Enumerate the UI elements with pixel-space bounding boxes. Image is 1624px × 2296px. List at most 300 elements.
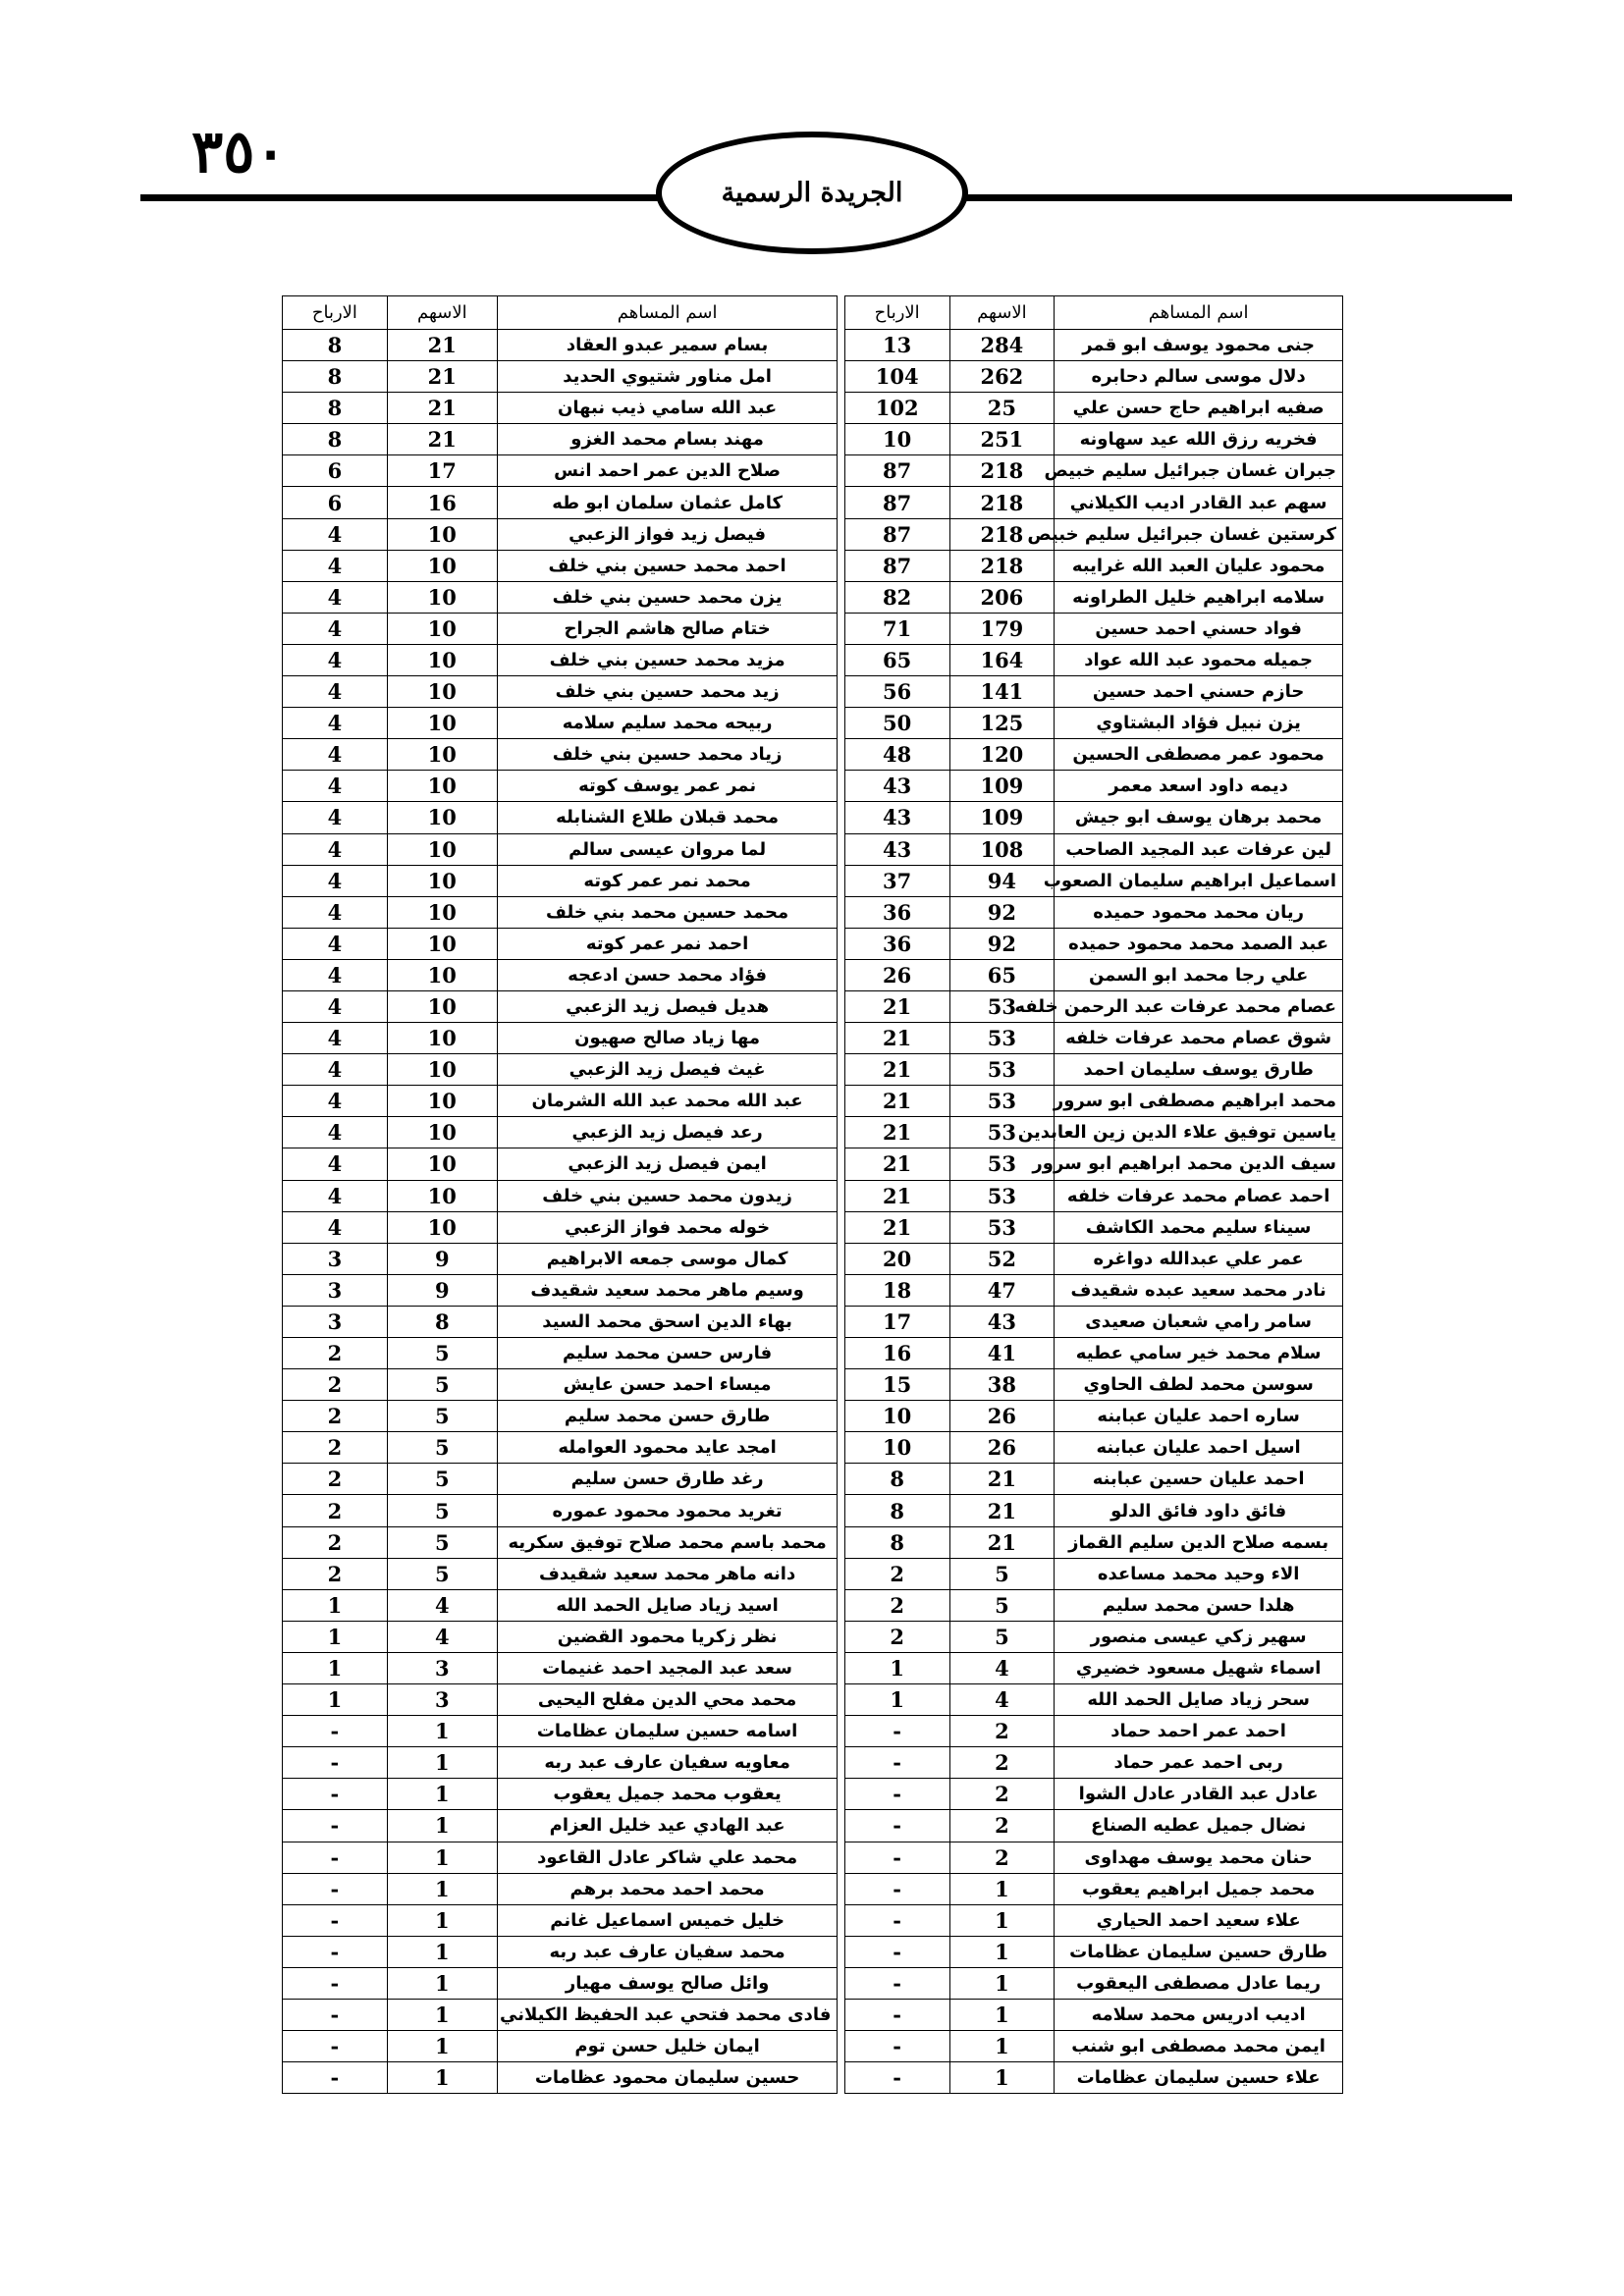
cell-name: فائق داود فائق الدلو xyxy=(1055,1495,1343,1526)
cell-name: سيف الدين محمد ابراهيم ابو سرور xyxy=(1055,1148,1343,1180)
cell-shares: 1 xyxy=(949,1999,1055,2030)
cell-name: ختام صالح هاشم الجراح xyxy=(497,613,838,644)
table-row xyxy=(283,1999,1343,2030)
cell-name: عبد الهادي عيد خليل العزام xyxy=(497,1810,838,1842)
cell-profits: 56 xyxy=(844,676,949,708)
cell-profits: 6 xyxy=(283,487,388,518)
column-gap xyxy=(838,296,844,330)
column-gap xyxy=(838,1243,844,1274)
table-header-row xyxy=(283,296,1343,330)
cell-shares: 53 xyxy=(949,1148,1055,1180)
column-gap xyxy=(838,2062,844,2094)
cell-shares: 10 xyxy=(387,896,497,928)
cell-name: بهاء الدين اسحق محمد السيد xyxy=(497,1306,838,1337)
column-gap xyxy=(838,865,844,896)
cell-name: محمد علي شاكر عادل القاعود xyxy=(497,1842,838,1873)
cell-shares: 109 xyxy=(949,771,1055,802)
cell-name: محمد برهان يوسف ابو جيش xyxy=(1055,802,1343,833)
cell-profits: 21 xyxy=(844,1180,949,1211)
column-gap xyxy=(838,990,844,1022)
cell-shares: 218 xyxy=(949,518,1055,550)
cell-profits: 4 xyxy=(283,550,388,581)
cell-profits: 36 xyxy=(844,896,949,928)
column-gap xyxy=(838,550,844,581)
table-row xyxy=(283,1180,1343,1211)
cell-profits: - xyxy=(283,1842,388,1873)
cell-name: سلام محمد خير سامي عطيه xyxy=(1055,1338,1343,1369)
cell-name: عبد الصمد محمد محمود حميده xyxy=(1055,928,1343,959)
cell-shares: 218 xyxy=(949,487,1055,518)
cell-shares: 5 xyxy=(949,1558,1055,1589)
cell-name: سامر رامي شعبان صعيدى xyxy=(1055,1306,1343,1337)
table-row xyxy=(283,1117,1343,1148)
cell-shares: 10 xyxy=(387,1086,497,1117)
cell-name: كرستين غسان جبرائيل سليم خبيص xyxy=(1055,518,1343,550)
cell-name: شوق عصام محمد عرفات خلفه xyxy=(1055,1023,1343,1054)
cell-shares: 218 xyxy=(949,455,1055,487)
table-body xyxy=(283,330,1343,2094)
cell-name: لين عرفات عبد المجيد الصاحب xyxy=(1055,833,1343,865)
cell-shares: 2 xyxy=(949,1810,1055,1842)
column-gap xyxy=(838,644,844,675)
cell-name: غيث فيصل زيد الزعبي xyxy=(497,1054,838,1086)
cell-shares: 1 xyxy=(387,1747,497,1779)
cell-name: احمد عمر احمد حماد xyxy=(1055,1716,1343,1747)
cell-profits: 8 xyxy=(844,1495,949,1526)
cell-profits: 87 xyxy=(844,518,949,550)
cell-name: فارس حسن محمد سليم xyxy=(497,1338,838,1369)
cell-profits: 4 xyxy=(283,708,388,739)
cell-shares: 125 xyxy=(949,708,1055,739)
cell-shares: 10 xyxy=(387,1148,497,1180)
table-row xyxy=(283,928,1343,959)
table-row xyxy=(283,1086,1343,1117)
cell-profits: 104 xyxy=(844,361,949,393)
cell-profits: 4 xyxy=(283,865,388,896)
cell-profits: - xyxy=(283,1936,388,1967)
cell-name: اديب ادريس محمد سلامه xyxy=(1055,1999,1343,2030)
cell-name: طارق حسين سليمان عظامات xyxy=(1055,1936,1343,1967)
cell-name: ايمن محمد مصطفى ابو شنب xyxy=(1055,2031,1343,2062)
cell-profits: 4 xyxy=(283,518,388,550)
table-row xyxy=(283,1464,1343,1495)
column-gap xyxy=(838,1211,844,1243)
cell-shares: 21 xyxy=(387,393,497,424)
cell-shares: 1 xyxy=(949,1967,1055,1999)
cell-shares: 1 xyxy=(949,1936,1055,1967)
cell-name: ريان محمد محمود حميده xyxy=(1055,896,1343,928)
column-gap xyxy=(838,1904,844,1936)
column-gap xyxy=(838,613,844,644)
column-gap xyxy=(838,1526,844,1558)
column-gap xyxy=(838,361,844,393)
cell-shares: 10 xyxy=(387,771,497,802)
column-gap xyxy=(838,1999,844,2030)
col-header-profits: الارباح xyxy=(844,296,949,330)
cell-profits: - xyxy=(844,1779,949,1810)
table-row xyxy=(283,1432,1343,1464)
cell-profits: 1 xyxy=(844,1684,949,1716)
cell-name: فؤاد محمد حسن ادعجه xyxy=(497,959,838,990)
cell-name: يعقوب محمد جميل يعقوب xyxy=(497,1779,838,1810)
cell-profits: 4 xyxy=(283,928,388,959)
cell-shares: 3 xyxy=(387,1652,497,1683)
table-row xyxy=(283,1936,1343,1967)
cell-shares: 284 xyxy=(949,330,1055,361)
cell-profits: 2 xyxy=(283,1401,388,1432)
cell-shares: 1 xyxy=(949,1873,1055,1904)
cell-profits: 8 xyxy=(283,393,388,424)
cell-profits: - xyxy=(844,1842,949,1873)
table-row xyxy=(283,1148,1343,1180)
table-row xyxy=(283,1589,1343,1621)
cell-name: محمد محي الدين مفلح اليحيى xyxy=(497,1684,838,1716)
column-gap xyxy=(838,1495,844,1526)
column-gap xyxy=(838,1086,844,1117)
column-gap xyxy=(838,1369,844,1401)
cell-shares: 9 xyxy=(387,1274,497,1306)
cell-profits: 4 xyxy=(283,833,388,865)
cell-name: محمد احمد محمد برهم xyxy=(497,1873,838,1904)
cell-name: علي رجا محمد ابو السمن xyxy=(1055,959,1343,990)
cell-shares: 52 xyxy=(949,1243,1055,1274)
cell-shares: 5 xyxy=(387,1464,497,1495)
cell-shares: 1 xyxy=(949,1904,1055,1936)
table-row xyxy=(283,1904,1343,1936)
cell-profits: 71 xyxy=(844,613,949,644)
cell-shares: 10 xyxy=(387,550,497,581)
cell-name: رغد طارق حسن سليم xyxy=(497,1464,838,1495)
cell-profits: - xyxy=(283,1873,388,1904)
table-row xyxy=(283,1211,1343,1243)
column-gap xyxy=(838,1180,844,1211)
cell-shares: 2 xyxy=(949,1716,1055,1747)
cell-profits: 87 xyxy=(844,550,949,581)
cell-profits: 2 xyxy=(283,1369,388,1401)
column-gap xyxy=(838,1967,844,1999)
column-gap xyxy=(838,771,844,802)
cell-shares: 1 xyxy=(387,1810,497,1842)
cell-name: جبران غسان جبرائيل سليم خبيص xyxy=(1055,455,1343,487)
cell-name: محمود عمر مصطفى الحسين xyxy=(1055,739,1343,771)
cell-name: نادر محمد سعيد عبده شقيدف xyxy=(1055,1274,1343,1306)
cell-name: فخريه رزق الله عيد سهاونه xyxy=(1055,424,1343,455)
cell-profits: 102 xyxy=(844,393,949,424)
cell-profits: - xyxy=(844,1873,949,1904)
table-row xyxy=(283,1652,1343,1683)
cell-profits: 4 xyxy=(283,1023,388,1054)
table-row xyxy=(283,330,1343,361)
cell-name: بسام سمير عبدو العقاد xyxy=(497,330,838,361)
cell-name: محمد نمر عمر كوته xyxy=(497,865,838,896)
cell-shares: 10 xyxy=(387,676,497,708)
cell-name: امل مناور شتيوي الحديد xyxy=(497,361,838,393)
cell-name: فواد حسني احمد حسين xyxy=(1055,613,1343,644)
cell-name: مها زياد صالح صهيون xyxy=(497,1023,838,1054)
cell-shares: 206 xyxy=(949,581,1055,613)
cell-shares: 108 xyxy=(949,833,1055,865)
cell-shares: 10 xyxy=(387,802,497,833)
column-gap xyxy=(838,802,844,833)
cell-profits: 4 xyxy=(283,1117,388,1148)
cell-name: سعد عبد المجيد احمد غنيمات xyxy=(497,1652,838,1683)
column-gap xyxy=(838,1023,844,1054)
table-row xyxy=(283,1243,1343,1274)
cell-name: خليل خميس اسماعيل غانم xyxy=(497,1904,838,1936)
cell-profits: - xyxy=(283,1810,388,1842)
column-gap xyxy=(838,959,844,990)
table-row xyxy=(283,1306,1343,1337)
table-row xyxy=(283,1621,1343,1652)
cell-name: احمد محمد حسين بني خلف xyxy=(497,550,838,581)
cell-shares: 1 xyxy=(387,2031,497,2062)
cell-profits: 48 xyxy=(844,739,949,771)
cell-name: ساره احمد عليان عبابنه xyxy=(1055,1401,1343,1432)
cell-name: محمد قبلان طلاع الشنابله xyxy=(497,802,838,833)
gazette-title: الجريدة الرسمية xyxy=(721,178,903,208)
cell-shares: 10 xyxy=(387,990,497,1022)
cell-profits: 2 xyxy=(283,1495,388,1526)
cell-shares: 10 xyxy=(387,518,497,550)
table-row xyxy=(283,1495,1343,1526)
cell-profits: 50 xyxy=(844,708,949,739)
cell-name: هديل فيصل زيد الزعبي xyxy=(497,990,838,1022)
cell-shares: 218 xyxy=(949,550,1055,581)
cell-profits: 2 xyxy=(844,1589,949,1621)
table-row xyxy=(283,865,1343,896)
cell-profits: - xyxy=(283,1779,388,1810)
column-gap xyxy=(838,581,844,613)
column-gap xyxy=(838,1652,844,1683)
cell-profits: 21 xyxy=(844,1148,949,1180)
cell-name: عصام محمد عرفات عبد الرحمن خلفه xyxy=(1055,990,1343,1022)
cell-profits: 87 xyxy=(844,487,949,518)
cell-profits: 13 xyxy=(844,330,949,361)
column-gap xyxy=(838,1558,844,1589)
table-row xyxy=(283,1526,1343,1558)
cell-name: اسيد زياد صايل الحمد الله xyxy=(497,1589,838,1621)
cell-shares: 38 xyxy=(949,1369,1055,1401)
cell-name: امجد عايد محمود العوامله xyxy=(497,1432,838,1464)
cell-profits: - xyxy=(283,1747,388,1779)
cell-profits: 17 xyxy=(844,1306,949,1337)
cell-profits: - xyxy=(283,2062,388,2094)
cell-shares: 53 xyxy=(949,1086,1055,1117)
cell-shares: 21 xyxy=(949,1526,1055,1558)
cell-profits: - xyxy=(844,1747,949,1779)
cell-profits: 2 xyxy=(844,1558,949,1589)
cell-name: عمر علي عبدالله دواغره xyxy=(1055,1243,1343,1274)
table-row xyxy=(283,1338,1343,1369)
cell-profits: 1 xyxy=(283,1589,388,1621)
cell-name: يزن نبيل فؤاد البشتاوي xyxy=(1055,708,1343,739)
cell-name: صفيه ابراهيم حاج حسن علي xyxy=(1055,393,1343,424)
cell-profits: - xyxy=(844,2031,949,2062)
cell-profits: 8 xyxy=(283,424,388,455)
cell-shares: 1 xyxy=(387,1904,497,1936)
column-gap xyxy=(838,1464,844,1495)
column-gap xyxy=(838,487,844,518)
table-row xyxy=(283,1558,1343,1589)
cell-shares: 53 xyxy=(949,1117,1055,1148)
cell-profits: 87 xyxy=(844,455,949,487)
cell-shares: 2 xyxy=(949,1747,1055,1779)
cell-profits: 21 xyxy=(844,1117,949,1148)
cell-shares: 10 xyxy=(387,959,497,990)
cell-name: سوسن محمد لطف الحاوي xyxy=(1055,1369,1343,1401)
cell-profits: 4 xyxy=(283,1148,388,1180)
cell-profits: - xyxy=(844,2062,949,2094)
cell-shares: 21 xyxy=(949,1495,1055,1526)
cell-name: نظر زكريا محمود القضين xyxy=(497,1621,838,1652)
cell-profits: 16 xyxy=(844,1338,949,1369)
cell-shares: 141 xyxy=(949,676,1055,708)
cell-shares: 4 xyxy=(949,1652,1055,1683)
column-gap xyxy=(838,1054,844,1086)
table-row xyxy=(283,1401,1343,1432)
cell-shares: 25 xyxy=(949,393,1055,424)
cell-name: محمد حسين محمد بني خلف xyxy=(497,896,838,928)
cell-shares: 53 xyxy=(949,990,1055,1022)
cell-profits: 2 xyxy=(283,1558,388,1589)
cell-name: هلدا حسن محمد سليم xyxy=(1055,1589,1343,1621)
cell-name: وائل صالح يوسف مهيار xyxy=(497,1967,838,1999)
cell-shares: 5 xyxy=(387,1526,497,1558)
cell-shares: 53 xyxy=(949,1211,1055,1243)
cell-name: يزن محمد حسين بني خلف xyxy=(497,581,838,613)
cell-shares: 43 xyxy=(949,1306,1055,1337)
column-gap xyxy=(838,739,844,771)
cell-name: زيد محمد حسين بني خلف xyxy=(497,676,838,708)
cell-shares: 21 xyxy=(387,330,497,361)
column-gap xyxy=(838,1716,844,1747)
cell-shares: 10 xyxy=(387,581,497,613)
cell-name: ايمان خليل حسن توم xyxy=(497,2031,838,2062)
table-row xyxy=(283,833,1343,865)
cell-profits: 43 xyxy=(844,833,949,865)
table-row xyxy=(283,1369,1343,1401)
cell-name: اسيل احمد عليان عبابنه xyxy=(1055,1432,1343,1464)
cell-name: اسماعيل ابراهيم سليمان الصعوب xyxy=(1055,865,1343,896)
cell-profits: 2 xyxy=(283,1432,388,1464)
cell-name: ايمن فيصل زيد الزعبي xyxy=(497,1148,838,1180)
column-gap xyxy=(838,833,844,865)
cell-name: محمد باسم محمد صلاح توفيق سكريه xyxy=(497,1526,838,1558)
table-row xyxy=(283,896,1343,928)
cell-shares: 10 xyxy=(387,865,497,896)
shareholders-table xyxy=(282,295,1343,2094)
table-row xyxy=(283,393,1343,424)
cell-shares: 53 xyxy=(949,1054,1055,1086)
cell-profits: 2 xyxy=(283,1464,388,1495)
cell-name: دانه ماهر محمد سعيد شقيدف xyxy=(497,1558,838,1589)
cell-shares: 21 xyxy=(949,1464,1055,1495)
cell-name: خوله محمد فواز الزعبي xyxy=(497,1211,838,1243)
cell-profits: 65 xyxy=(844,644,949,675)
cell-profits: - xyxy=(283,1999,388,2030)
table-row xyxy=(283,1023,1343,1054)
cell-shares: 26 xyxy=(949,1432,1055,1464)
cell-name: ميساء احمد حسن عايش xyxy=(497,1369,838,1401)
cell-name: علاء سعيد احمد الحياري xyxy=(1055,1904,1343,1936)
table-row xyxy=(283,455,1343,487)
column-gap xyxy=(838,393,844,424)
cell-name: ريما عادل مصطفى اليعقوب xyxy=(1055,1967,1343,1999)
cell-name: زيدون محمد حسين بني خلف xyxy=(497,1180,838,1211)
table-row xyxy=(283,1779,1343,1810)
cell-shares: 26 xyxy=(949,1401,1055,1432)
cell-name: جنى محمود يوسف ابو قمر xyxy=(1055,330,1343,361)
cell-name: فادى محمد فتحي عبد الحفيظ الكيلاني xyxy=(497,1999,838,2030)
cell-name: تغريد محمود محمود عموره xyxy=(497,1495,838,1526)
cell-name: ربيحه محمد سليم سلامه xyxy=(497,708,838,739)
cell-shares: 10 xyxy=(387,644,497,675)
cell-name: لما مروان عيسى سالم xyxy=(497,833,838,865)
cell-name: عادل عبد القادر عادل الشوا xyxy=(1055,1779,1343,1810)
cell-shares: 10 xyxy=(387,1211,497,1243)
cell-profits: 21 xyxy=(844,990,949,1022)
cell-shares: 5 xyxy=(387,1558,497,1589)
cell-shares: 1 xyxy=(387,1842,497,1873)
table-row xyxy=(283,2062,1343,2094)
cell-name: علاء حسين سليمان عظامات xyxy=(1055,2062,1343,2094)
cell-shares: 65 xyxy=(949,959,1055,990)
table-row xyxy=(283,1967,1343,1999)
cell-profits: 21 xyxy=(844,1086,949,1117)
cell-name: سهير زكي عيسى منصور xyxy=(1055,1621,1343,1652)
cell-shares: 10 xyxy=(387,1023,497,1054)
cell-shares: 1 xyxy=(387,1716,497,1747)
cell-shares: 10 xyxy=(387,613,497,644)
cell-profits: 36 xyxy=(844,928,949,959)
cell-profits: 3 xyxy=(283,1306,388,1337)
table-row xyxy=(283,676,1343,708)
table-row xyxy=(283,1842,1343,1873)
table-row xyxy=(283,1054,1343,1086)
cell-name: طارق يوسف سليمان احمد xyxy=(1055,1054,1343,1086)
cell-profits: 21 xyxy=(844,1211,949,1243)
table-row xyxy=(283,361,1343,393)
cell-profits: 4 xyxy=(283,1086,388,1117)
cell-shares: 2 xyxy=(949,1842,1055,1873)
cell-shares: 5 xyxy=(387,1401,497,1432)
cell-name: نمر عمر يوسف كوته xyxy=(497,771,838,802)
page-number: ٣٥٠ xyxy=(191,118,287,187)
cell-name: احمد نمر عمر كوته xyxy=(497,928,838,959)
cell-profits: 4 xyxy=(283,896,388,928)
cell-name: طارق حسن محمد سليم xyxy=(497,1401,838,1432)
cell-profits: 3 xyxy=(283,1274,388,1306)
column-gap xyxy=(838,1432,844,1464)
cell-name: مهند بسام محمد الغزو xyxy=(497,424,838,455)
cell-profits: 20 xyxy=(844,1243,949,1274)
column-gap xyxy=(838,928,844,959)
cell-profits: 4 xyxy=(283,739,388,771)
cell-shares: 109 xyxy=(949,802,1055,833)
cell-shares: 10 xyxy=(387,708,497,739)
column-gap xyxy=(838,708,844,739)
cell-name: كمال موسى جمعه الابراهيم xyxy=(497,1243,838,1274)
cell-name: حنان محمد يوسف مهداوى xyxy=(1055,1842,1343,1873)
cell-profits: 8 xyxy=(844,1526,949,1558)
cell-name: سيناء سليم محمد الكاشف xyxy=(1055,1211,1343,1243)
cell-shares: 1 xyxy=(387,1779,497,1810)
cell-name: زياد محمد حسين بني خلف xyxy=(497,739,838,771)
table-row xyxy=(283,424,1343,455)
cell-profits: 21 xyxy=(844,1054,949,1086)
col-header-shares: الاسهم xyxy=(949,296,1055,330)
cell-profits: - xyxy=(283,2031,388,2062)
